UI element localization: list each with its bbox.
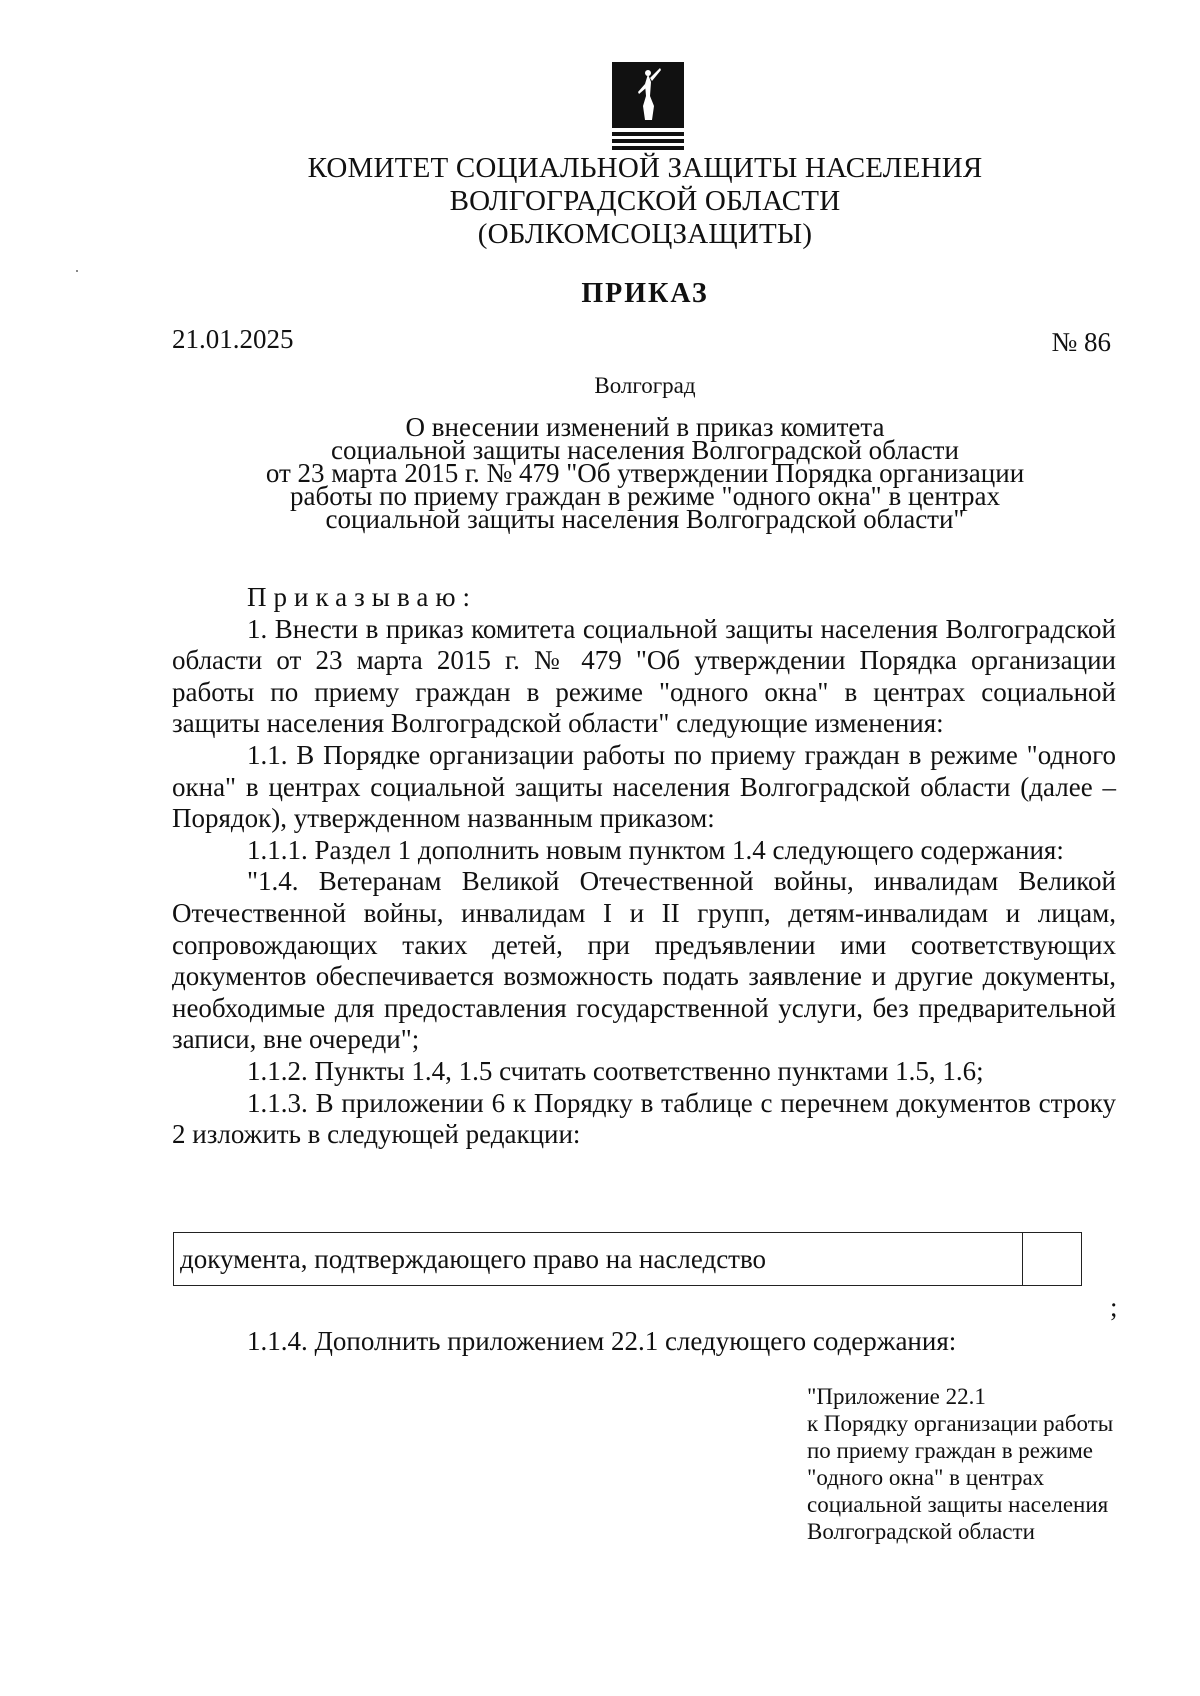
paragraph-1-1: 1.1. В Порядке организации работы по приему граждан в режиме "одного окна" в центрах социальной защиты населения Волгоградской области (далее – Порядок), утвержденном названным приказом:: [172, 739, 1116, 834]
subject-line-5: социальной защиты населения Волгоградской области": [325, 504, 965, 534]
volgograd-emblem-icon: [612, 62, 684, 154]
subject-line-3: от 23 марта 2015 г. № 479 "Об утверждении Порядка организации: [265, 458, 1025, 488]
organization-name: [0, 152, 1200, 251]
document-body: [172, 582, 1116, 1151]
order-word: Приказываю:: [247, 582, 477, 612]
org-line-3: (ОБЛКОМСОЦЗАЩИТЫ): [477, 218, 813, 250]
org-line-2: ВОЛГОГРАДСКОЙ ОБЛАСТИ: [449, 185, 841, 217]
appendix-line-3: по приему граждан в режиме: [807, 1438, 1093, 1463]
paragraph-1-1-1: 1.1.1. Раздел 1 дополнить новым пунктом 1.4 следующего содержания:: [247, 834, 1064, 865]
paragraph-1-1-2: 1.1.2. Пункты 1.4, 1.5 считать соответственно пунктами 1.5, 1.6;: [247, 1055, 984, 1086]
subject-line-4: работы по приему граждан в режиме "одного окна" в центрах: [290, 481, 1000, 511]
appendix-line-6: Волгоградской области: [807, 1519, 1035, 1544]
table-cell-empty: [1023, 1233, 1081, 1285]
document-number: № 86: [1051, 327, 1111, 357]
subject-line-1: О внесении изменений в приказ комитета: [405, 412, 885, 442]
document-table-row: [173, 1232, 1082, 1286]
appendix-heading: [807, 1383, 1113, 1545]
table-row-end: ;: [1110, 1292, 1118, 1322]
subject-line-2: социальной защиты населения Волгоградской области: [331, 435, 959, 465]
paragraph-1-1-3: 1.1.3. В приложении 6 к Порядку в таблице с перечнем документов строку 2 изложить в следующей редакции:: [172, 1087, 1116, 1150]
table-cell-text: документа, подтверждающего право на наследство: [174, 1233, 1023, 1285]
paragraph-1: 1. Внести в приказ комитета социальной защиты населения Волгоградской области от 23 марта 2015 г. № 479 "Об утверждении Порядка организации работы по приему граждан в режиме "одного окна" в центрах социальной защиты населения Волгоградской области" следующие изменения:: [172, 613, 1116, 739]
scan-speck: [76, 270, 78, 272]
org-line-1: КОМИТЕТ СОЦИАЛЬНОЙ ЗАЩИТЫ НАСЕЛЕНИЯ: [307, 152, 983, 184]
document-city: Волгоград: [594, 373, 696, 398]
document-subject: [0, 412, 1200, 534]
paragraph-1-4-quote: "1.4. Ветеранам Великой Отечественной войны, инвалидам Великой Отечественной войны, инвалидам I и II групп, детям-инвалидам и лицам, сопровождающих таких детей, при предъявлении ими соответствующих документов обеспечивается возможность подать заявление и другие документы, необходимые для предоставления государственной услуги, без предварительной записи, вне очереди";: [172, 866, 1116, 1055]
appendix-line-2: к Порядку организации работы: [807, 1411, 1114, 1436]
document-date: 21.01.2025: [172, 324, 294, 354]
paragraph-1-1-4: 1.1.4. Дополнить приложением 22.1 следующего содержания:: [247, 1326, 957, 1356]
appendix-line-5: социальной защиты населения: [807, 1492, 1109, 1517]
appendix-line-4: "одного окна" в центрах: [807, 1465, 1045, 1490]
appendix-line-1: "Приложение 22.1: [807, 1384, 986, 1409]
document-type: ПРИКАЗ: [581, 278, 709, 309]
